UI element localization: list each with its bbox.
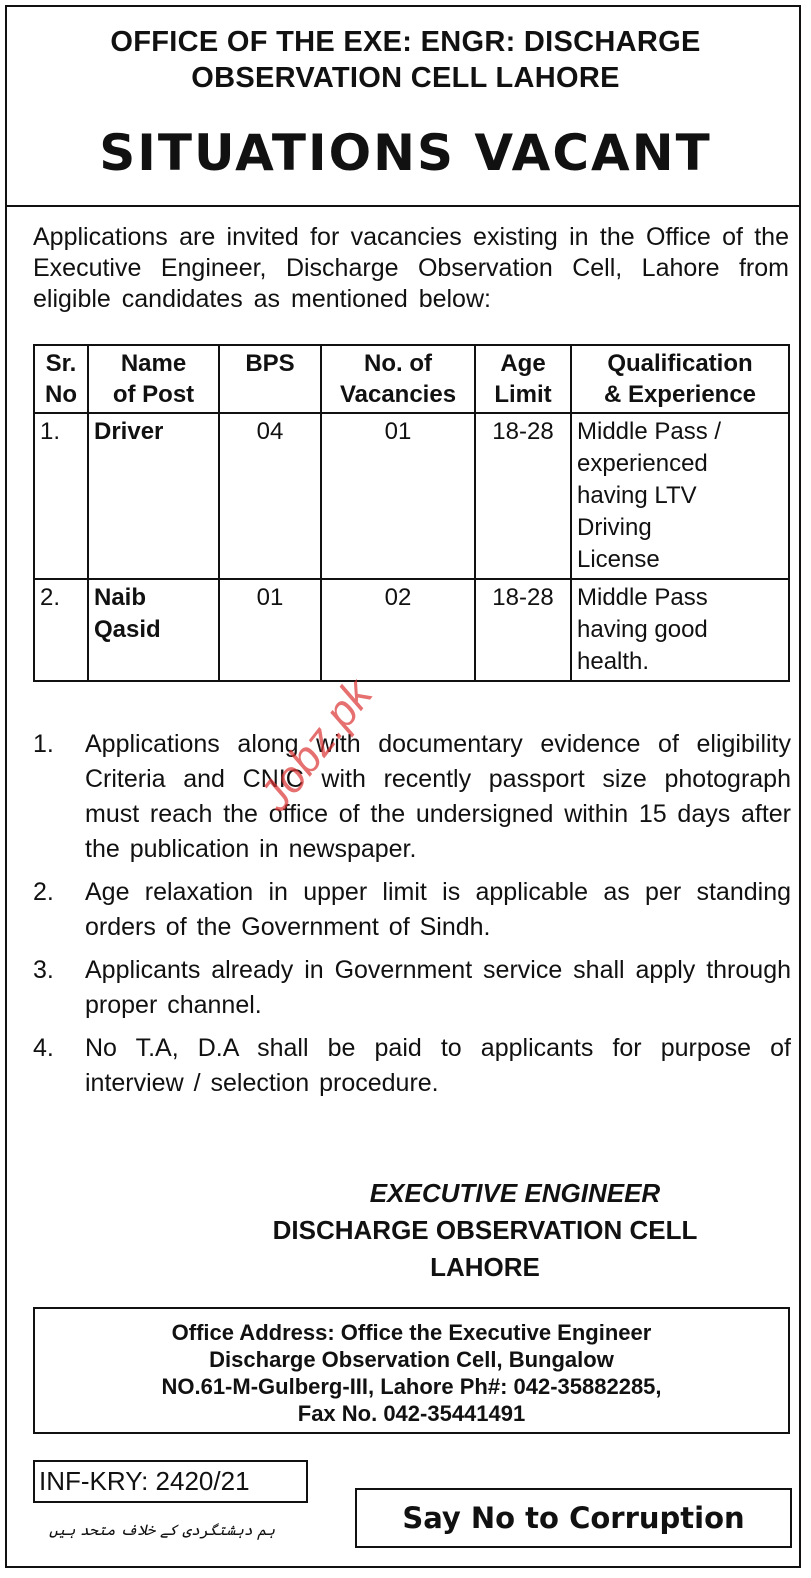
- vacancies-table: [33, 344, 790, 682]
- address-line: Discharge Observation Cell, Bungalow: [209, 1347, 614, 1372]
- col-header-vacancies: No. of Vacancies: [321, 345, 475, 413]
- signature-block: [230, 1175, 740, 1286]
- list-item: 1. Applications along with documentary evidence of eligibility Criteria and CNIC with recently passport size photograph must reach the office of the undersigned within 15 days after the publication in newspaper.: [33, 730, 791, 863]
- cell-vacancies: 02: [321, 579, 475, 681]
- office-address-box: [33, 1307, 790, 1434]
- terms-list: [33, 727, 791, 1109]
- page-title: SITUATIONS VACANT: [99, 124, 712, 182]
- cell-bps: 01: [219, 579, 321, 681]
- col-header-sr: Sr. No: [34, 345, 88, 413]
- list-item: 4. No T.A, D.A shall be paid to applicants for purpose of interview / selection procedure.: [33, 1034, 791, 1097]
- divider: [7, 205, 799, 207]
- cell-post: Driver: [88, 413, 219, 579]
- cell-qualification: Middle Pass having good health.: [571, 579, 789, 681]
- address-line: Fax No. 042-35441491: [297, 1401, 526, 1426]
- office-heading-line2: OBSERVATION CELL LAHORE: [191, 62, 620, 94]
- signatory-office: DISCHARGE OBSERVATION CELL: [272, 1215, 698, 1245]
- cell-age: 18-28: [475, 579, 571, 681]
- cell-post: Naib Qasid: [88, 579, 219, 681]
- list-item: 2. Age relaxation in upper limit is applicable as per standing orders of the Government of Sindh.: [33, 878, 791, 941]
- cell-bps: 04: [219, 413, 321, 579]
- intro-paragraph: Applications are invited for vacancies existing in the Office of the Executive Engineer, Discharge Observation Cell, Lahore from eligible candidates as mentioned below:: [33, 223, 789, 313]
- list-item: 3. Applicants already in Government service shall apply through proper channel.: [33, 956, 791, 1019]
- col-header-post: Name of Post: [88, 345, 219, 413]
- table-header-row: [34, 345, 789, 413]
- col-header-age: Age Limit: [475, 345, 571, 413]
- urdu-slogan: ہم دہشتگردی کے خلاف متحد ہیں: [49, 1521, 275, 1539]
- anti-corruption-slogan: Say No to Corruption: [355, 1488, 792, 1548]
- cell-sr: 1.: [34, 413, 88, 579]
- address-line: NO.61-M-Gulberg-III, Lahore Ph#: 042-35882285,: [161, 1374, 662, 1399]
- signatory-city: LAHORE: [430, 1252, 540, 1282]
- office-heading-line1: OFFICE OF THE EXE: ENGR: DISCHARGE: [110, 26, 701, 58]
- col-header-bps: BPS: [219, 345, 321, 413]
- reference-number: INF-KRY: 2420/21: [33, 1460, 308, 1503]
- table-row: [34, 413, 789, 579]
- address-line: Office Address: Office the Executive Engineer: [171, 1320, 652, 1345]
- cell-qualification: Middle Pass / experienced having LTV Driving License: [571, 413, 789, 579]
- signatory-title: EXECUTIVE ENGINEER: [369, 1178, 661, 1208]
- cell-sr: 2.: [34, 579, 88, 681]
- cell-age: 18-28: [475, 413, 571, 579]
- col-header-qualification: Qualification & Experience: [571, 345, 789, 413]
- table-row: [34, 579, 789, 681]
- cell-vacancies: 01: [321, 413, 475, 579]
- watermark: Jobz.pk: [250, 670, 382, 821]
